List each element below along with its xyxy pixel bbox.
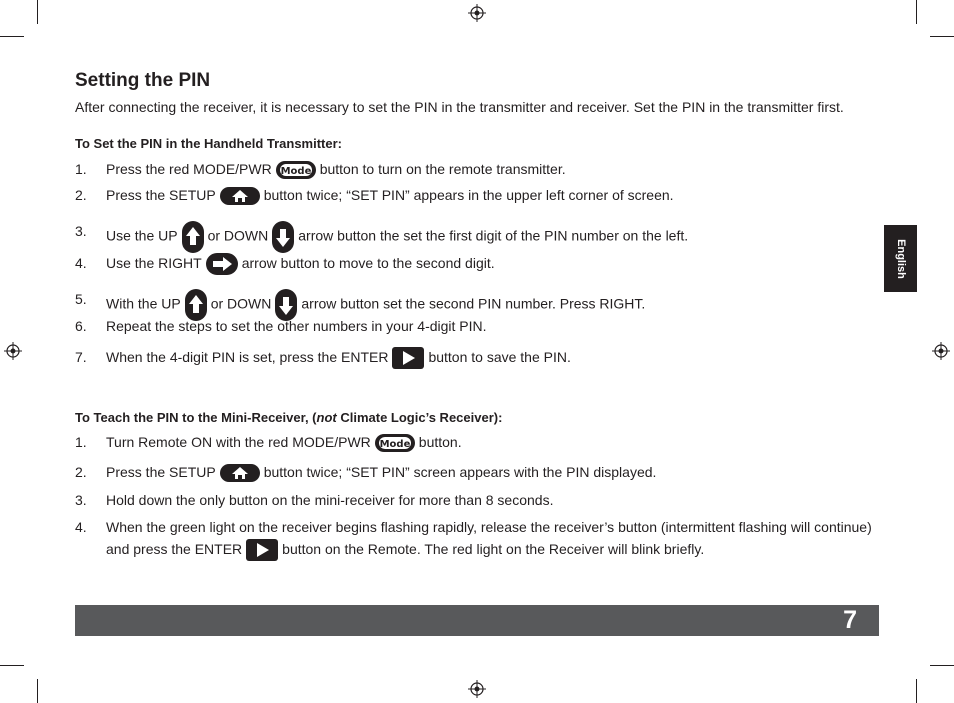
step-number: 1.	[75, 161, 87, 177]
crop-mark	[0, 36, 24, 37]
crop-mark	[930, 36, 954, 37]
crop-mark	[930, 665, 954, 666]
language-tab	[884, 225, 917, 292]
section-heading-text: Climate Logic’s Receiver):	[336, 410, 503, 425]
step-text: button twice; “SET PIN” screen appears with the PIN displayed.	[263, 464, 657, 480]
step-text: button to save the PIN.	[428, 349, 571, 365]
step-number: 1.	[75, 434, 87, 450]
section-heading-emphasis: not	[316, 410, 337, 425]
down-arrow-icon	[271, 220, 295, 254]
step-text: button twice; “SET PIN” appears in the upper left corner of screen.	[263, 187, 674, 203]
step-number: 5.	[75, 291, 87, 307]
crop-mark	[916, 679, 917, 703]
crop-mark	[0, 665, 24, 666]
crop-mark	[37, 0, 38, 24]
step-number: 2.	[75, 187, 87, 203]
step-text: Hold down the only button on the mini-receiver for more than 8 seconds.	[106, 492, 554, 508]
step-text: or DOWN	[207, 227, 269, 244]
step-number: 4.	[75, 519, 87, 535]
up-arrow-icon	[181, 220, 205, 254]
step-text: arrow button the set the first digit of the PIN number on the left.	[298, 227, 689, 244]
home-button-icon	[219, 186, 261, 206]
enter-play-icon	[391, 346, 425, 370]
mode-button-icon	[275, 160, 317, 180]
section-heading-transmitter: To Set the PIN in the Handheld Transmitter:	[75, 136, 343, 151]
page-title: Setting the PIN	[75, 70, 211, 91]
crop-mark	[37, 679, 38, 703]
step-text: When the 4-digit PIN is set, press the ENTER	[106, 349, 389, 365]
section-heading-mini-receiver	[75, 410, 502, 425]
registration-mark-icon	[468, 680, 486, 698]
step-text: Press the SETUP	[106, 187, 216, 203]
step-text: button.	[418, 434, 462, 450]
step-text: Press the SETUP	[106, 464, 216, 480]
step-text: arrow button to move to the second digit.	[241, 255, 495, 271]
intro-paragraph: After connecting the receiver, it is necessary to set the PIN in the transmitter and receiver. Set the PIN in the transmitter first.	[75, 99, 844, 115]
right-arrow-icon	[205, 252, 239, 276]
step-text: Use the RIGHT	[106, 255, 202, 271]
step-text: When the green light on the receiver begins flashing rapidly, release the receiver’s button (intermittent flashing will continue) and press the ENTER	[106, 519, 872, 557]
step-text: Press the red MODE/PWR	[106, 161, 272, 177]
section-heading-text: To Teach the PIN to the Mini-Receiver, (	[75, 410, 317, 425]
page-number: 7	[843, 606, 857, 634]
step-text: button on the Remote. The red light on the Receiver will blink briefly.	[282, 541, 705, 557]
home-button-icon	[219, 463, 261, 483]
step-text: Turn Remote ON with the red MODE/PWR	[106, 434, 371, 450]
step-text: Repeat the steps to set the other numbers in your 4-digit PIN.	[106, 318, 487, 334]
step-text: button to turn on the remote transmitter.	[319, 161, 566, 177]
step-text: arrow button set the second PIN number. Press RIGHT.	[301, 295, 646, 312]
step-number: 3.	[75, 223, 87, 239]
mode-icon-label: Mode	[280, 166, 312, 178]
mode-icon-label: Mode	[379, 439, 411, 451]
registration-mark-icon	[468, 4, 486, 22]
enter-play-icon	[245, 538, 279, 562]
step-number: 6.	[75, 318, 87, 334]
step-number: 2.	[75, 464, 87, 480]
footer-bar	[75, 605, 879, 636]
registration-mark-icon	[932, 342, 950, 360]
registration-mark-icon	[4, 342, 22, 360]
step-number: 7.	[75, 349, 87, 365]
step-number: 4.	[75, 255, 87, 271]
mode-button-icon	[374, 433, 416, 453]
language-tab-label: English	[894, 238, 907, 279]
step-text: With the UP	[106, 295, 181, 312]
step-text: or DOWN	[210, 295, 272, 312]
crop-mark	[916, 0, 917, 24]
step-text: Use the UP	[106, 227, 178, 244]
step-number: 3.	[75, 492, 87, 508]
